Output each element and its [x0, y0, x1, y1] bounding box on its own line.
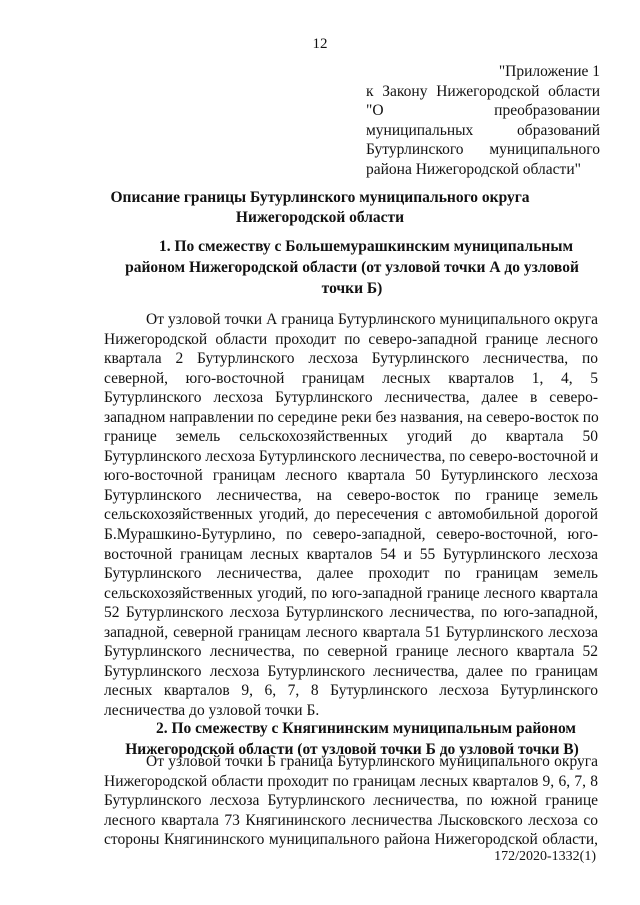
body-line: Нижегородской области проходит по границам лесных кварталов 9, 6, 7, 8 [104, 772, 598, 790]
heading-line: 1. По смежеству с Большемурашкинским муниципальным [158, 238, 574, 255]
body-line: Бутурлинского лесхоза Бутурлинского лесничества, далее по границам [104, 662, 598, 680]
section-2-body [104, 752, 598, 850]
body-line: 52 Бутурлинского лесхоза Бутурлинского лесничества, по юго-западной, [104, 604, 598, 622]
body-line: От узловой точки Б граница Бутурлинского муниципального округа [146, 753, 598, 770]
body-line: восточной границам лесных кварталов 54 и 55 Бутурлинского лесхоза [104, 545, 598, 563]
heading-line: районом Нижегородской области (от узловой точки А до узловой [125, 259, 579, 276]
body-line: лесничества до узловой точки Б. [104, 701, 320, 719]
body-line: Бутурлинского лесничества, далее проходит по границам земель [104, 565, 598, 583]
body-line: Нижегородской области проходит по северо-западной границе лесного [104, 330, 598, 348]
appendix-line: района Нижегородской области" [366, 160, 581, 178]
appendix-line: муниципальных образований [366, 121, 600, 139]
body-line: стороны Княгининского муниципального района Нижегородской области, [104, 831, 598, 849]
heading-line: Нижегородской области (от узловой точки Б до узловой точки В) [125, 741, 579, 758]
body-line: северной, юго-восточной границам лесных кварталов 1, 4, 5 [104, 369, 598, 387]
body-line: Бутурлинского лесничества, по северной границе лесного квартала 52 [104, 643, 598, 661]
body-line: Бутурлинского лесхоза Бутурлинского лесничества, по северо-восточной и [104, 447, 599, 465]
appendix-line: "О преобразовании [366, 102, 600, 119]
heading-line: точки Б) [321, 280, 383, 297]
title-line: Описание границы Бутурлинского муниципального округа [110, 189, 530, 206]
page-number: 12 [312, 36, 328, 52]
document-title [100, 188, 540, 228]
appendix-note [366, 62, 600, 179]
body-line: юго-восточной границам лесного квартала 50 Бутурлинского лесхоза [104, 467, 598, 485]
body-line: западной, северной границам лесного квартала 51 Бутурлинского лесхоза [104, 623, 598, 641]
section-1-body [104, 310, 598, 720]
section-1-heading [96, 236, 608, 299]
body-line: лесных кварталов 9, 6, 7, 8 Бутурлинского лесхоза Бутурлинского [104, 682, 598, 700]
body-line: квартала 2 Бутурлинского лесхоза Бутурлинского лесничества, по [104, 350, 598, 368]
body-line: лесного квартала 73 Княгининского лесничества Лысковского лесхоза со [104, 811, 598, 829]
appendix-line: "Приложение 1 [498, 63, 600, 80]
body-line: Бутурлинского лесничества, на северо-восток по границе земель [104, 486, 598, 504]
body-line: границе земель сельскохозяйственных угодий до квартала 50 [104, 428, 598, 446]
body-line: Бутурлинского лесхоза Бутурлинского лесничества, по южной границе [104, 792, 598, 810]
body-line: сельскохозяйственных угодий, до пересечения с автомобильной дорогой [104, 506, 598, 524]
document-registration-code: 172/2020-1332(1) [494, 849, 596, 864]
heading-line: 2. По смежеству с Княгининским муниципальным районом [155, 720, 576, 737]
body-line: Б.Мурашкино-Бутурлино, по северо-западной, северо-восточной, юго- [104, 526, 598, 544]
body-line: От узловой точки А граница Бутурлинского муниципального округа [146, 311, 598, 328]
title-line: Нижегородской области [235, 209, 405, 226]
appendix-line: к Закону Нижегородской области [366, 82, 600, 100]
appendix-line: Бутурлинского муниципального [366, 141, 600, 158]
body-line: западном направлении по середине реки без названия, на северо-восток по [104, 408, 599, 426]
body-line: Бутурлинского лесхоза Бутурлинского лесничества, далее в северо- [104, 389, 598, 407]
body-line: сельскохозяйственных угодий, по юго-западной границе лесного квартала [104, 584, 598, 602]
